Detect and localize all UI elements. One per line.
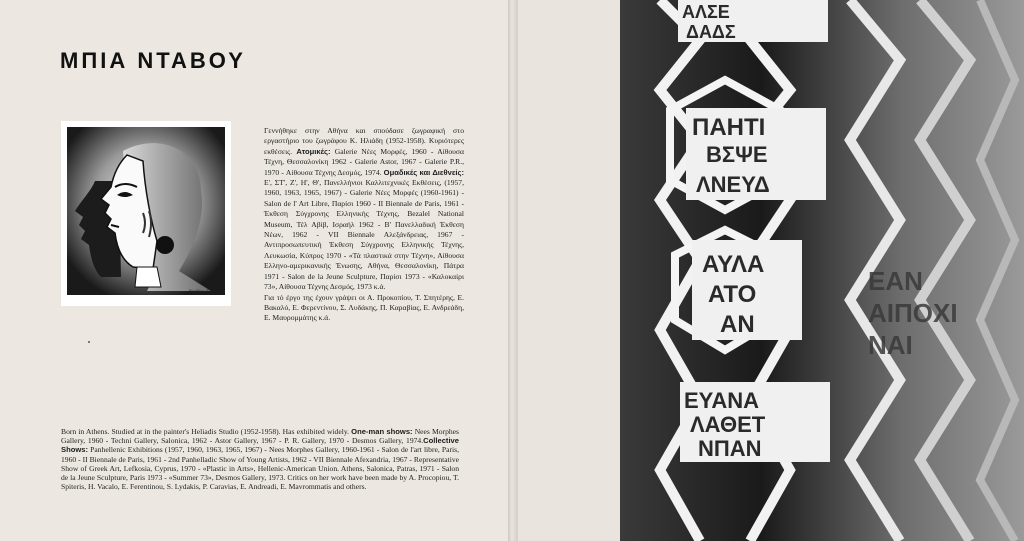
art-text-2c: ΛΝΕΥΔ [696, 172, 770, 197]
page-mark [88, 341, 90, 343]
art-text-1a: ΑΛΣΕ [682, 2, 730, 22]
art-text-4a: ΕΥΑΝΑ [684, 388, 760, 413]
page-title: ΜΠΙΑ ΝΤΑΒΟΥ [60, 48, 246, 73]
bio-gr-birth: Γεννήθηκε στην Αθήνα και σπούδασε ζωγραφική στο εργαστήριο του ζωγράφου Κ. Ηλιάδη (1952-1958). [264, 126, 464, 146]
art-text-4b: ΛΑΘΕΤ [690, 412, 766, 437]
bio-gr-exhibitions-label: Κυριότερες εκθέσεις. [264, 136, 464, 156]
bio-gr-solo-text: Galerie Νέες Μορφές, 1960 - Αίθουσα Τέχνη, Θεσσαλονίκη 1962 - Galerie Astor, 1967 - Galerie P.R., 1970 - Αίθουσα Τέχνης Δεσμός, 1974. [264, 146, 464, 177]
bio-en-solo-text: Nees Morphes Gallery, 1960 - Techni Gallery, Salonica, 1962 - Astor Gallery, 1967 - P. R. Gallery, 1970 - Desmos Gallery, 1974. [61, 427, 459, 446]
art-side-text-3: ΝΑΙ [868, 330, 913, 360]
biography-greek [264, 126, 464, 324]
portrait-artwork [61, 121, 231, 306]
book-gutter [508, 0, 518, 541]
bio-gr-group-text: Ε', ΣΤ', Ζ', Η', Θ', Πανελλήνιοι Καλλιτεχνικές Εκθέσεις, (1957, 1960, 1963, 1965, 1967) - Galerie Νέες Μορφές (1960-1961) - Salon de l' Art Libre, Παρίσι 1960 - II Biennale de Paris, 1961 - Έκθεση Σύγχρονης Ελληνικής Τέχνης, Bezalel National Museum, Τέλ Αβίβ, Ισραήλ 1962 - Β' Πανελλαδική Έκθεση Νέων, 1962 - VII Biennale Αλεξάνδρειας, 1967 - Αντιπροσωπευτική Έκθεση Σύγχρονης Ελληνικής Τέχνης, Λευκωσία, Κύπρος 1970 - «Τά πλαστικά στην Τέχνη», Αίθουσα Ελληνο-αμερικανικής Ένωσης, Αθήνα, Θεσσαλονίκη, Πάτρα 1971 - Salon de la Jeune Sculpture, Παρίσι 1973 - «Καλοκαίρι 73», Αίθουσα Τέχνης Δεσμός, 1973 κ.ά. [264, 178, 464, 292]
art-text-4c: ΝΠΑΝ [698, 436, 762, 461]
bio-gr-solo-label: Ατομικές: [296, 146, 331, 156]
portrait-signature: Ντάβου 73 [189, 290, 212, 295]
bio-gr-group-label: Ομαδικές και Διεθνείς: [383, 167, 465, 177]
art-text-2a: ΠΑΗΤΙ [692, 114, 766, 141]
art-text-2b: ΒΣΨΕ [706, 142, 768, 167]
bio-en-group-label: Collective Shows: [61, 436, 459, 455]
bio-en-paragraph [61, 427, 459, 491]
art-side-text-1: ΕΑΝ [868, 266, 923, 296]
bio-gr-paragraph [264, 126, 464, 293]
art-text-1b: ΔΑΔΣ [686, 22, 736, 42]
sculpture-photograph [620, 0, 1024, 541]
art-text-3b: ΑΤΟ [708, 281, 757, 308]
art-text-3a: ΑΥΛΑ [702, 251, 765, 278]
bio-en-solo-label: One-man shows: [351, 427, 413, 436]
art-side-text-2: ΑΙΠΟΧΙ [868, 298, 958, 328]
biography-english [61, 427, 459, 491]
bio-gr-critics: Για τό έργο της έχουν γράψει οι Α. Προκοπίου, Τ. Σπητέρης, Ε. Βακαλό, Ε. Φερεντίνου, Σ. Λυδάκης, Π. Καραβίας, Ε. Ανδρεάδη, Ε. Μαυρομμάτης κ.ά. [264, 292, 464, 323]
bio-en-group-text: Panhellenic Exhibitions (1957, 1960, 1963, 1965, 1967) - Nees Morphes Gallery, 1960-1961 - Salon de l'art libre, Paris, 1960 - II Biennale de Paris, 1961 - 2nd Panhelladic Show of Young Artists, 1962 - VII Biennale Afexandria, 1967 - Representative Show of Greek Art, Lefkosia, Cyprus, 1970 - «Plastic in Arts», Hellenic-American Union. Athens, Salonica, Patras, 1971 - Salon de la Jeune Sculpture, Paris 1973 - «Summer 73», Desmos Gallery, 1973. [61, 445, 459, 483]
bio-en-birth: Born in Athens. Studied at in the painter's Heliadis Studio (1952-1958). Has exhibited widely. [61, 427, 350, 436]
right-page-margin [518, 0, 620, 541]
art-text-3c: ΑΝ [720, 311, 755, 338]
bio-en-critics: Critics on her work have been made by A. Procopiou, T. Spiteris, H. Vacalo, E. Ferentinou, S. Lydakis, P. Caravias, E. Andreadi, E. Mavrommatis and others. [61, 473, 459, 492]
